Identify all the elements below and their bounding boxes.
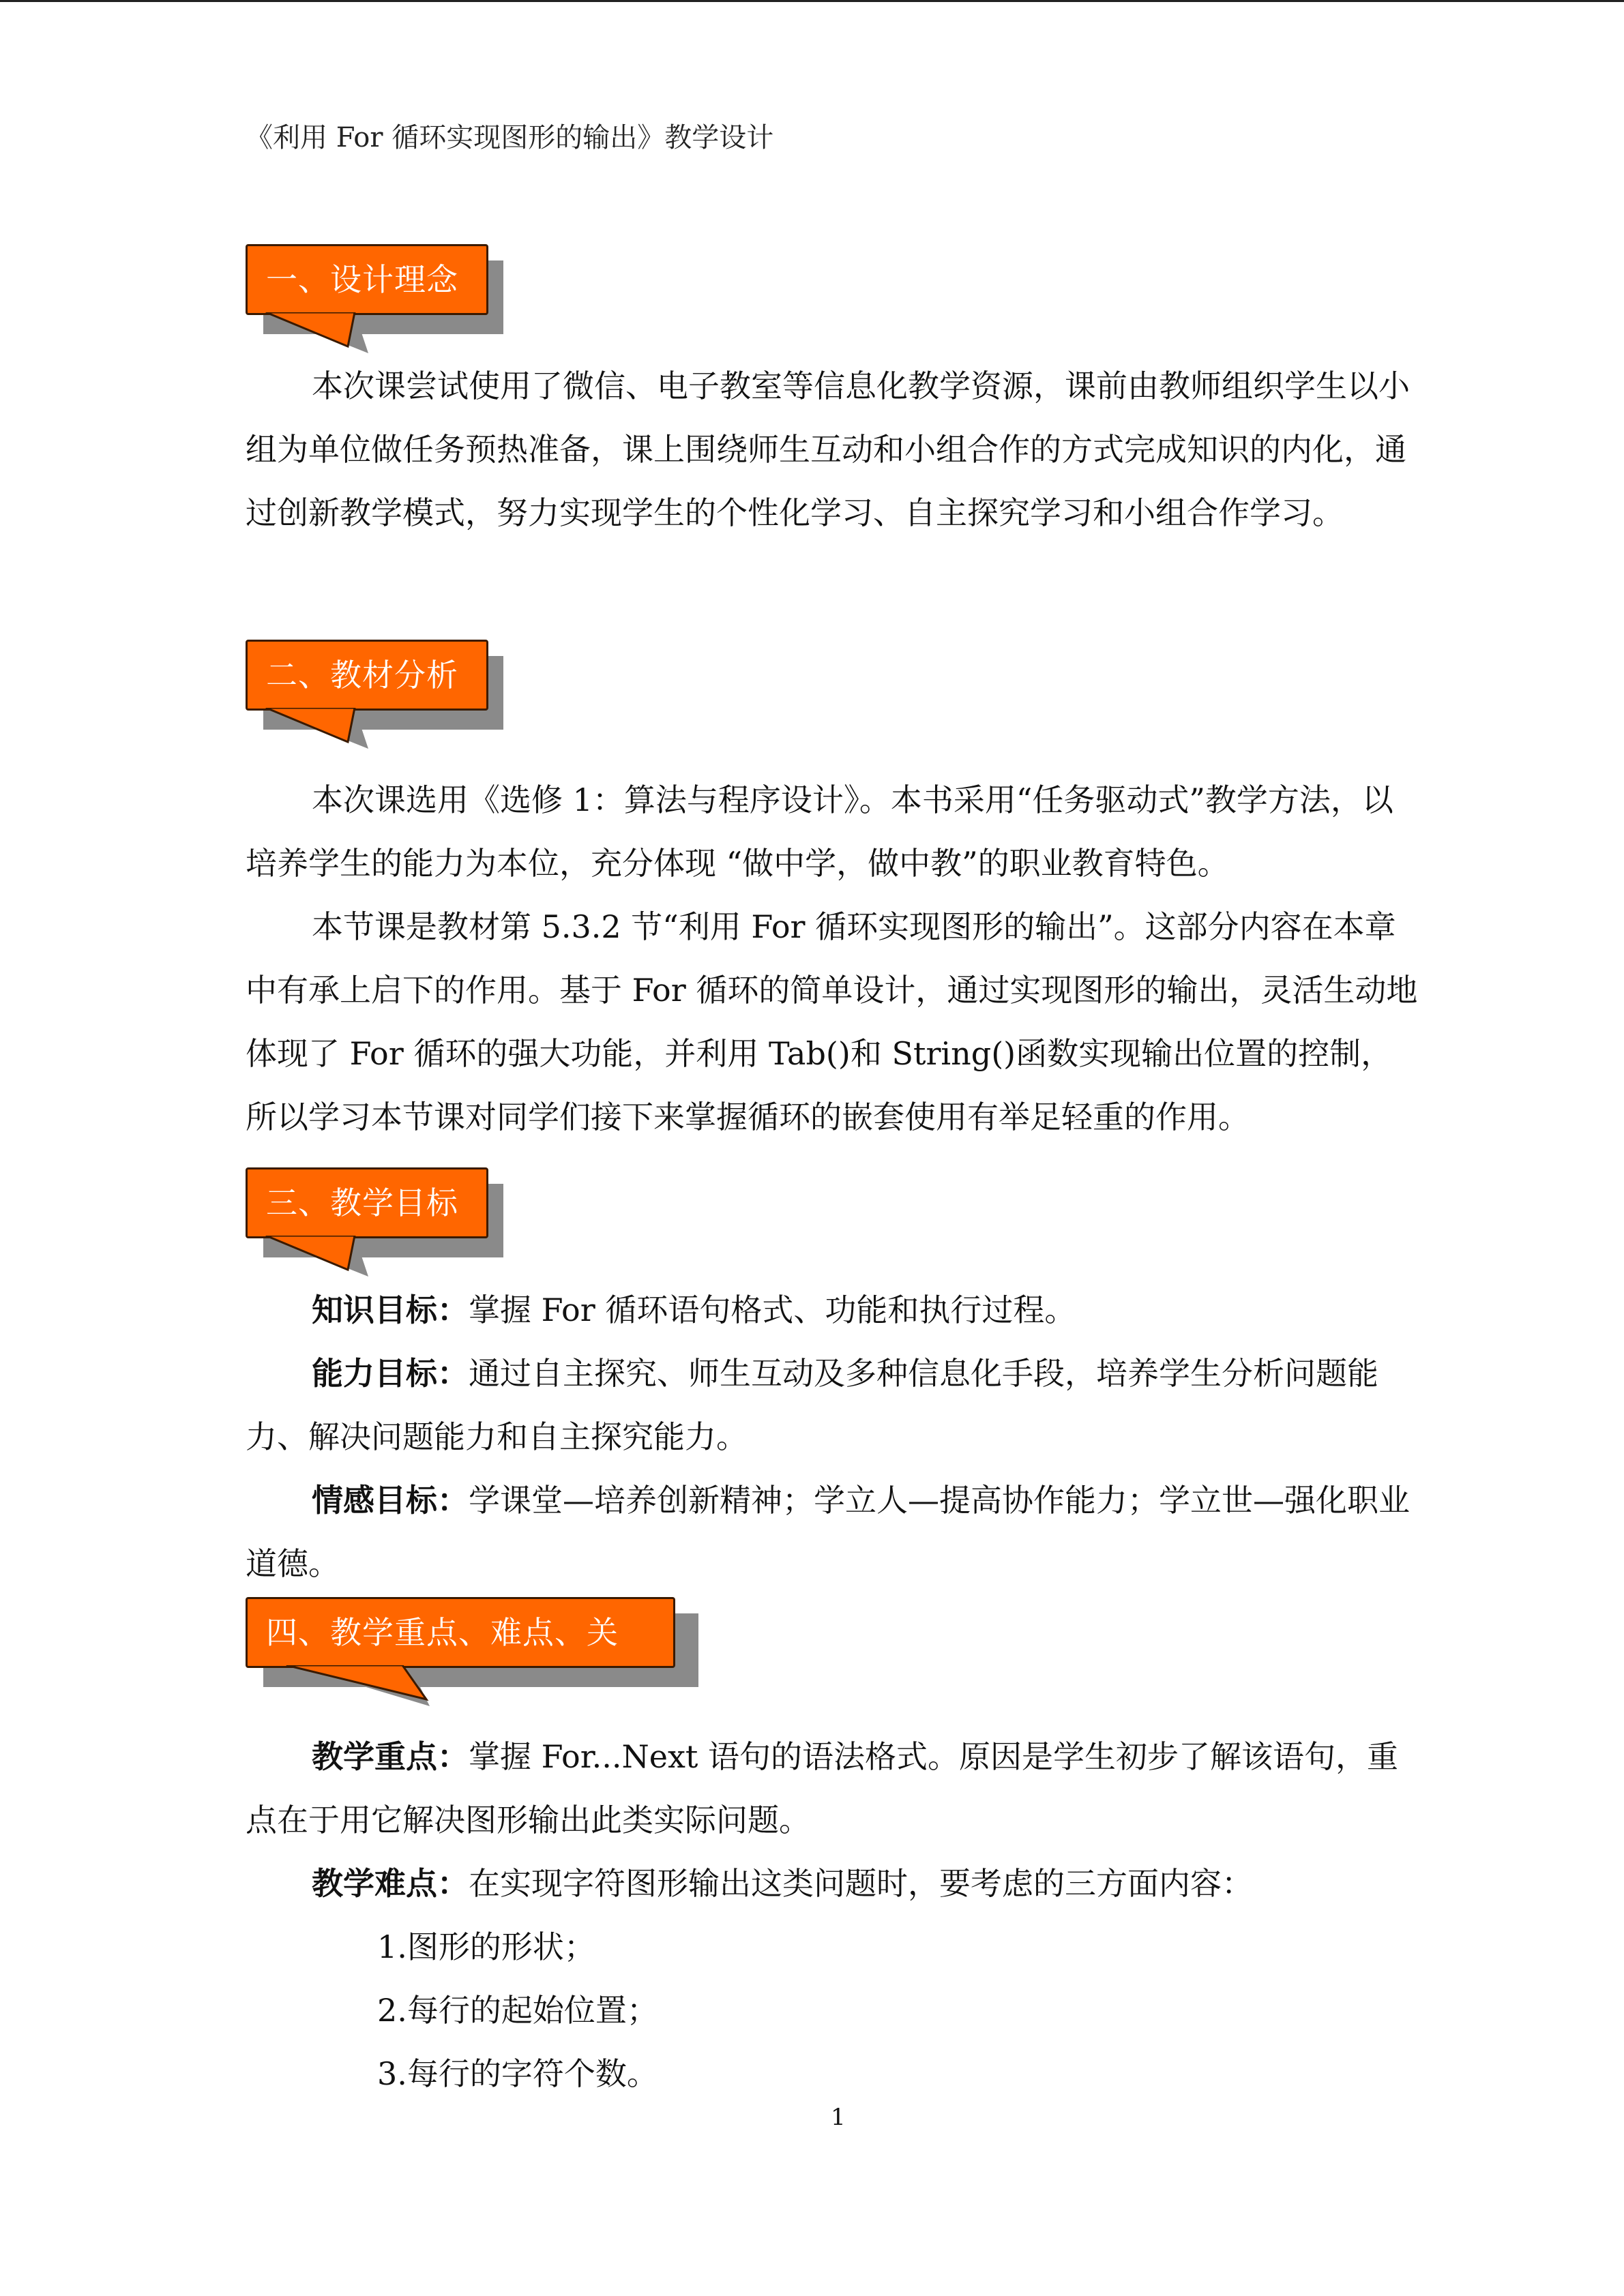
section-heading-callout [246, 244, 505, 318]
goal-knowledge: 知识目标：掌握 For 循环语句格式、功能和执行过程。 [312, 1292, 1076, 1328]
page-top-border [0, 0, 1624, 2]
list-item: 3.每行的字符个数。 [377, 2055, 658, 2092]
paragraph: 本节课是教材第 5.3.2 节“利用 For 循环实现图形的输出”。这部分内容在本章中有承上启下的作用。基于 For 循环的简单设计，通过实现图形的输出，灵活生动地体现了 For 循环的强大功能，并利用 Tab()和 String()函数实现输出位置的控制，所以学习本节课对同学们接下来掌握循环的嵌套使用有举足轻重的作用。 [246, 908, 1418, 1135]
page-number: 1 [831, 2104, 846, 2131]
list-item: 1.图形的形状； [377, 1928, 595, 1965]
running-header: 《利用 For 循环实现图形的输出》教学设计 [246, 122, 774, 153]
goal-ability: 能力目标：通过自主探究、师生互动及多种信息化手段，培养学生分析问题能力、解决问题能力和自主探究能力。 [246, 1355, 1378, 1455]
section-heading-callout [246, 1597, 689, 1671]
key-point: 教学重点：掌握 For...Next 语句的语法格式。原因是学生初步了解该语句，重点在于用它解决图形输出此类实际问题。 [246, 1738, 1399, 1838]
section-heading-callout [246, 1167, 505, 1241]
list-item: 2.每行的起始位置； [377, 1992, 658, 2029]
section-heading: 四、教学重点、难点、关 [266, 1614, 619, 1651]
paragraph: 本次课选用《选修 1：算法与程序设计》。本书采用“任务驱动式”教学方法，以培养学生的能力为本位，充分体现 “做中学，做中教”的职业教育特色。 [246, 781, 1393, 882]
paragraph: 本次课尝试使用了微信、电子教室等信息化教学资源，课前由教师组织学生以小组为单位做任务预热准备，课上围绕师生互动和小组合作的方式完成知识的内化，通过创新教学模式，努力实现学生的个性化学习、自主探究学习和小组合作学习。 [246, 368, 1410, 531]
goal-emotion: 情感目标：学课堂—培养创新精神；学立人—提高协作能力；学立世—强化职业道德。 [246, 1482, 1410, 1582]
difficulty: 教学难点：在实现字符图形输出这类问题时，要考虑的三方面内容： [312, 1865, 1253, 1902]
section-heading-callout [246, 640, 505, 713]
section-heading: 二、教材分析 [266, 657, 458, 694]
section-heading: 一、设计理念 [266, 261, 458, 298]
section-heading: 三、教学目标 [266, 1184, 458, 1221]
